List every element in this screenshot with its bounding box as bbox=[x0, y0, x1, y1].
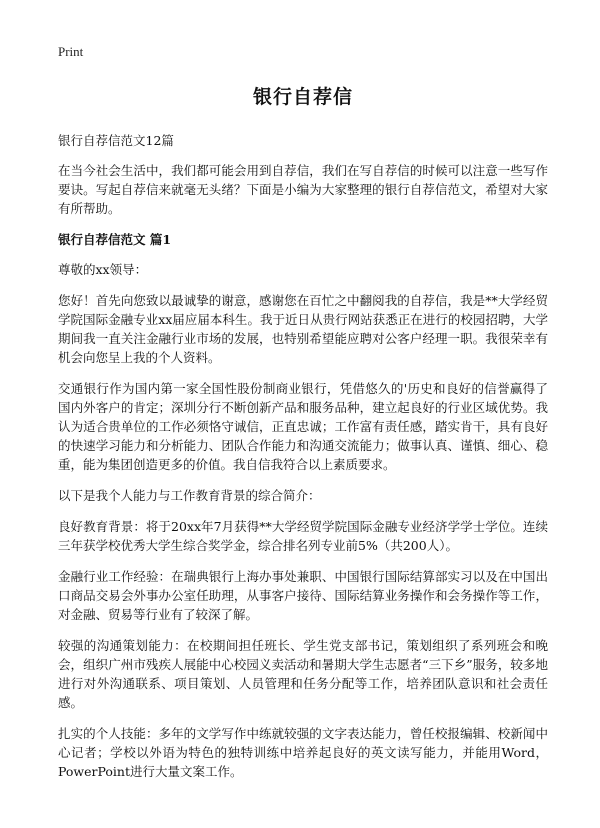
intro-paragraph: 在当今社会生活中，我们都可能会用到自荐信，我们在写自荐信的时候可以注意一些写作要诀。写起自荐信来就毫无头绪？下面是小编为大家整理的银行自荐信范文，希望对大家有所帮助。 bbox=[58, 163, 548, 216]
body-paragraph: 较强的沟通策划能力：在校期间担任班长、学生党支部书记，策划组织了系列班会和晚会，组织广州市残疾人展能中心校园义卖活动和暑期大学生志愿者“三下乡”服务，较多地进行对外沟通联系、项目策划、人员管理和任务分配等工作，培养团队意识和社会责任感。 bbox=[58, 638, 548, 710]
page-title: 银行自荐信 bbox=[252, 86, 353, 108]
body-paragraph: 您好！首先向您致以最诚挚的谢意，感谢您在百忙之中翻阅我的自荐信，我是**大学经贸学院国际金融专业xx届应届本科生。我于近日从贵行网站获悉正在进行的校园招聘，大学期间我一直关注金融行业市场的发展，也特别希望能应聘对公客户经理一职。我很荣幸有机会向您呈上我的个人资料。 bbox=[58, 293, 548, 365]
body-paragraph: 金融行业工作经验：在瑞典银行上海办事处兼职、中国银行国际结算部实习以及在中国出口商品交易会外事办公室任助理，从事客户接待、国际结算业务操作和会务操作等工作，对金融、贸易等行业有了较深了解。 bbox=[58, 569, 548, 622]
body-paragraph: 良好教育背景：将于20xx年7月获得**大学经贸学院国际金融专业经济学学士学位。连续三年获学校优秀大学生综合奖学金，综合排名列专业前5%（共200人）。 bbox=[58, 519, 548, 553]
print-label: Print bbox=[58, 44, 84, 59]
greeting: 尊敬的xx领导： bbox=[58, 262, 148, 277]
subtitle: 银行自荐信范文12篇 bbox=[58, 133, 174, 148]
body-paragraph: 扎实的个人技能：多年的文学写作中练就较强的文字表达能力，曾任校报编辑、校新闻中心记者；学校以外语为特色的独特训练中培养起良好的英文读写能力，并能用Word，PowerPoint进行大量文案工作。 bbox=[58, 726, 548, 779]
body-paragraph: 以下是我个人能力与工作教育背景的综合简介： bbox=[58, 488, 321, 503]
body-paragraph: 交通银行作为国内第一家全国性股份制商业银行，凭借悠久的'历史和良好的信誉赢得了国内外客户的肯定；深圳分行不断创新产品和服务品种，建立起良好的行业区域优势。我认为适合贵单位的工作必须恪守诚信，正直忠诚；工作富有责任感，踏实肯干，具有良好的快速学习能力和分析能力、团队合作能力和沟通交流能力；做事认真、谨慎、细心、稳重，能为集团创造更多的价值。我自信我符合以上素质要求。 bbox=[58, 381, 548, 472]
section-heading: 银行自荐信范文 篇1 bbox=[58, 232, 172, 247]
